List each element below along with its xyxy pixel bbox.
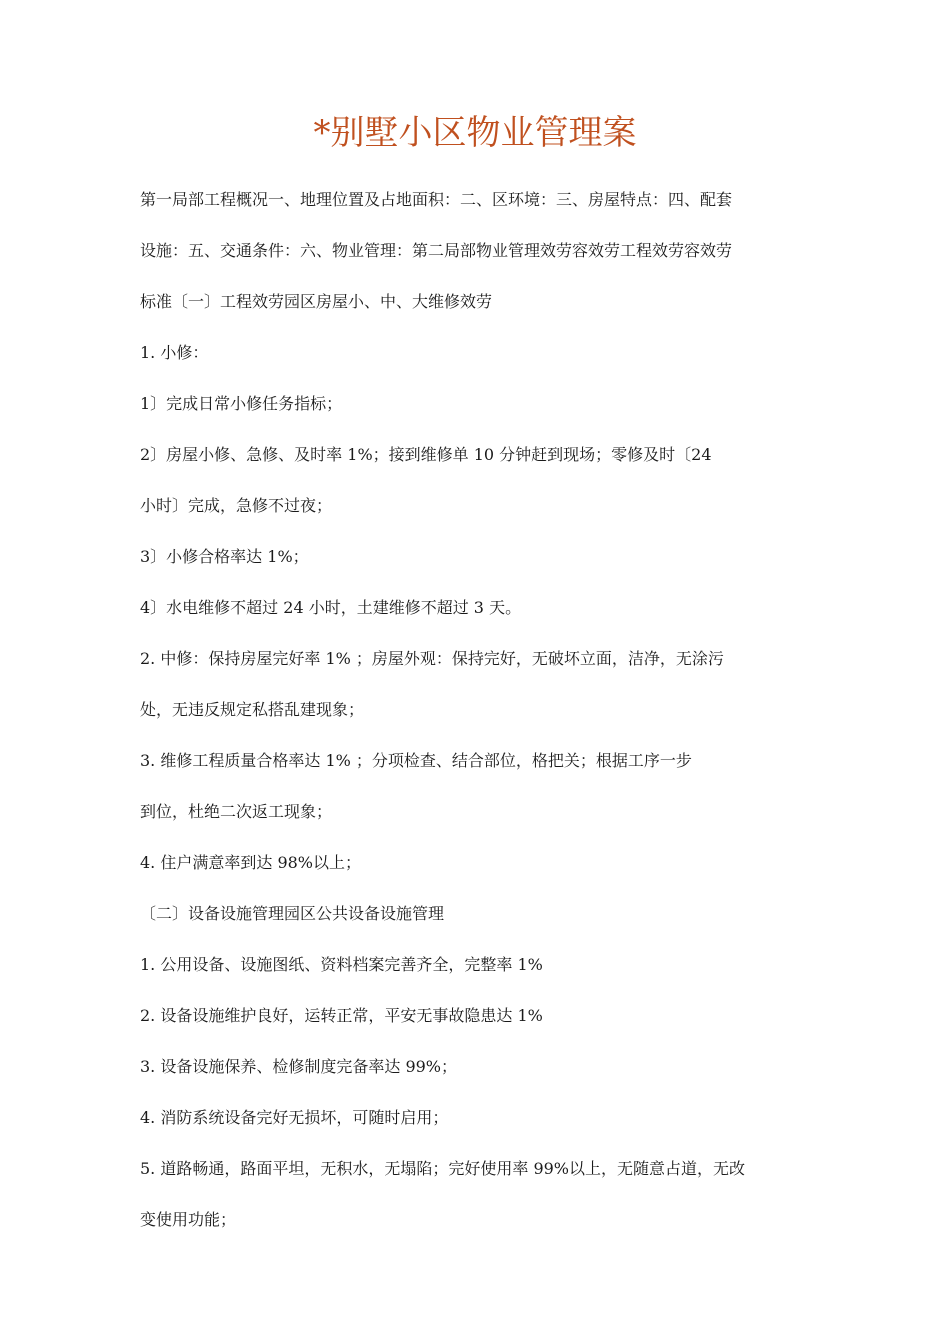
text-line: 标准〔一〕工程效劳园区房屋小、中、大维修效劳 — [140, 292, 493, 311]
text-line: 小时〕完成，急修不过夜； — [140, 496, 333, 515]
text-line: 到位，杜绝二次返工现象； — [140, 802, 333, 821]
text-line: 2〕房屋小修、急修、及时率 1%；接到维修单 10 分钟赶到现场；零修及时〔24 — [140, 445, 712, 464]
text-line: 4〕水电维修不超过 24 小时，土建维修不超过 3 天。 — [140, 598, 522, 617]
document-title: *别墅小区物业管理案 — [313, 113, 637, 153]
text-line: 4. 住户满意率到达 98%以上； — [140, 853, 362, 872]
text-line: 1. 公用设备、设施图纸、资料档案完善齐全，完整率 1% — [140, 955, 543, 974]
text-line: 3〕小修合格率达 1%； — [140, 547, 309, 566]
text-line: 2. 中修：保持房屋完好率 1% ；房屋外观：保持完好，无破坏立面，洁净，无涂污 — [140, 649, 724, 668]
text-line: 2. 设备设施维护良好，运转正常，平安无事故隐患达 1% — [140, 1006, 543, 1025]
text-line: 处，无违反规定私搭乱建现象； — [140, 700, 365, 719]
text-line: 变使用功能； — [140, 1210, 237, 1229]
text-line: 1. 小修： — [140, 343, 209, 362]
text-line: 4. 消防系统设备完好无损坏，可随时启用； — [140, 1108, 449, 1127]
section-heading: 〔二〕设备设施管理园区公共设备设施管理 — [140, 904, 445, 923]
text-line: 1〕完成日常小修任务指标； — [140, 394, 343, 413]
text-line: 3. 设备设施保养、检修制度完备率达 99%； — [140, 1057, 458, 1076]
text-line: 5. 道路畅通，路面平坦，无积水，无塌陷；完好使用率 99%以上，无随意占道，无改 — [140, 1159, 746, 1178]
text-line: 设施：五、交通条件：六、物业管理：第二局部物业管理效劳容效劳工程效劳容效劳 — [140, 241, 733, 260]
text-line: 第一局部工程概况一、地理位置及占地面积：二、区环境：三、房屋特点：四、配套 — [140, 190, 733, 209]
text-line: 3. 维修工程质量合格率达 1% ；分项检查、结合部位，格把关；根据工序一步 — [140, 751, 692, 770]
